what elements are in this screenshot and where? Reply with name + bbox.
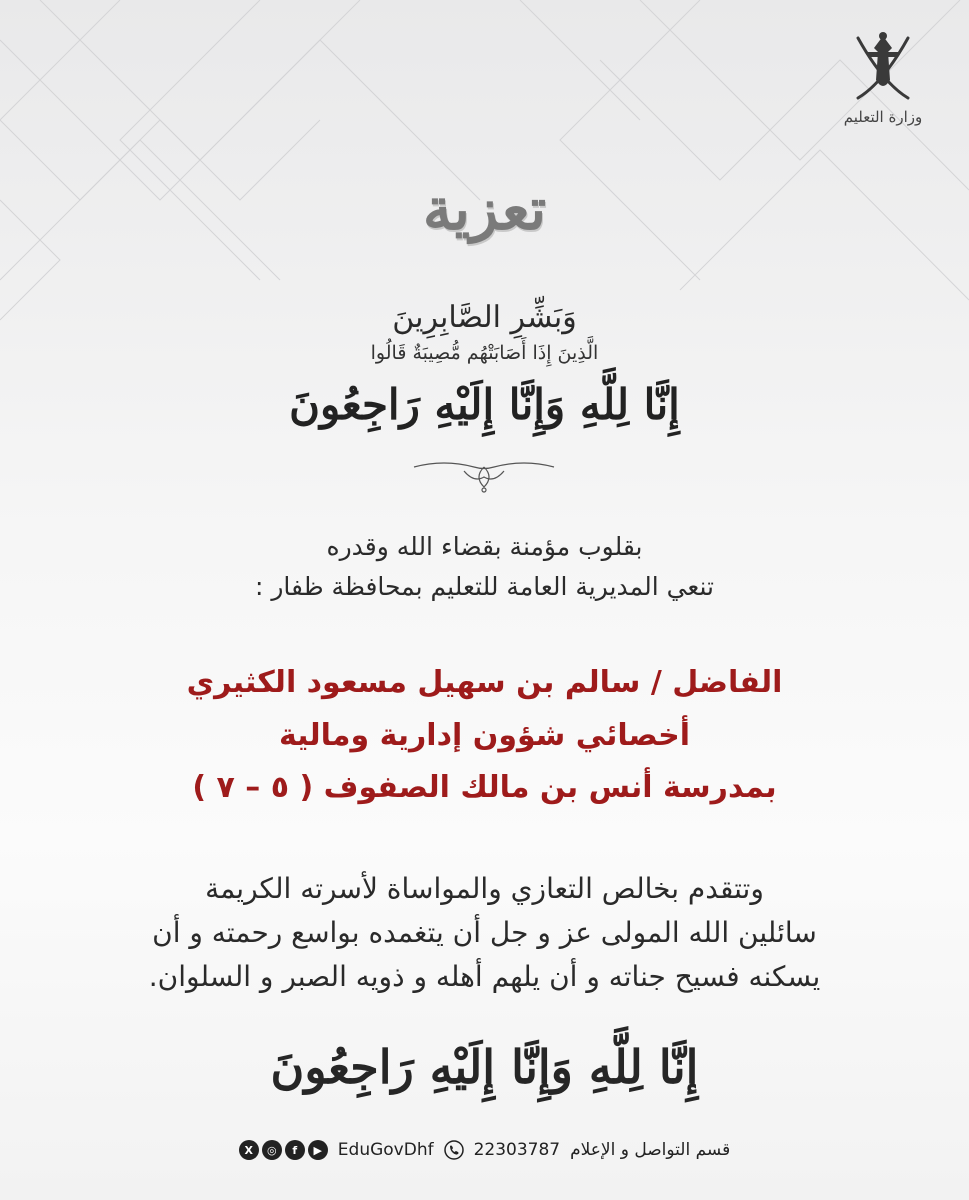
facebook-icon[interactable]: f <box>285 1140 305 1160</box>
verse-line-2: الَّذِينَ إِذَا أَصَابَتْهُم مُّصِيبَةٌ قَالُوا <box>370 342 599 364</box>
condolence-line-2: سائلين الله المولى عز و جل أن يتغمده بواسع رحمته و أن <box>152 916 817 949</box>
ministry-logo <box>835 28 931 138</box>
intro-line-1: بقلوب مؤمنة بقضاء الله وقدره <box>326 532 643 561</box>
instagram-icon[interactable]: ◎ <box>262 1140 282 1160</box>
ministry-name: وزارة التعليم <box>843 108 923 126</box>
intro-line-2: تنعي المديرية العامة للتعليم بمحافظة ظفار : <box>254 572 714 601</box>
condolence-line-3: يسكنه فسيح جناته و أن يلهم أهله و ذويه الصبر و السلوان. <box>148 960 821 993</box>
x-icon[interactable]: X <box>239 1140 259 1160</box>
deceased-school: بمدرسة أنس بن مالك الصفوف ( ٥ – ٧ ) <box>192 770 777 805</box>
verse-line-3: إِنَّا لِلَّهِ وَإِنَّا إِلَيْهِ رَاجِعُونَ <box>289 380 680 429</box>
department-name: قسم التواصل و الإعلام <box>570 1140 731 1160</box>
closing-verse: إِنَّا لِلَّهِ وَإِنَّا إِلَيْهِ رَاجِعُونَ <box>270 1040 699 1094</box>
condolence-line-1: وتتقدم بخالص التعازي والمواساة لأسرته الكريمة <box>205 872 764 905</box>
phone-number[interactable]: 22303787 <box>473 1140 561 1160</box>
ornament-divider-icon <box>404 455 564 495</box>
youtube-icon[interactable]: ▶ <box>308 1140 328 1160</box>
social-icons <box>239 1140 328 1160</box>
verse-line-1: وَبَشِّرِ الصَّابِرِينَ <box>392 300 577 335</box>
khanjar-emblem-icon <box>848 28 918 106</box>
deceased-name: الفاضل / سالم بن سهيل مسعود الكثيري <box>186 665 783 700</box>
phone-icon <box>444 1140 464 1160</box>
social-handle[interactable]: EduGovDhf <box>337 1140 434 1160</box>
footer <box>0 1140 969 1160</box>
page-title: تعزية <box>422 175 547 243</box>
deceased-position: أخصائي شؤون إدارية ومالية <box>278 718 691 753</box>
